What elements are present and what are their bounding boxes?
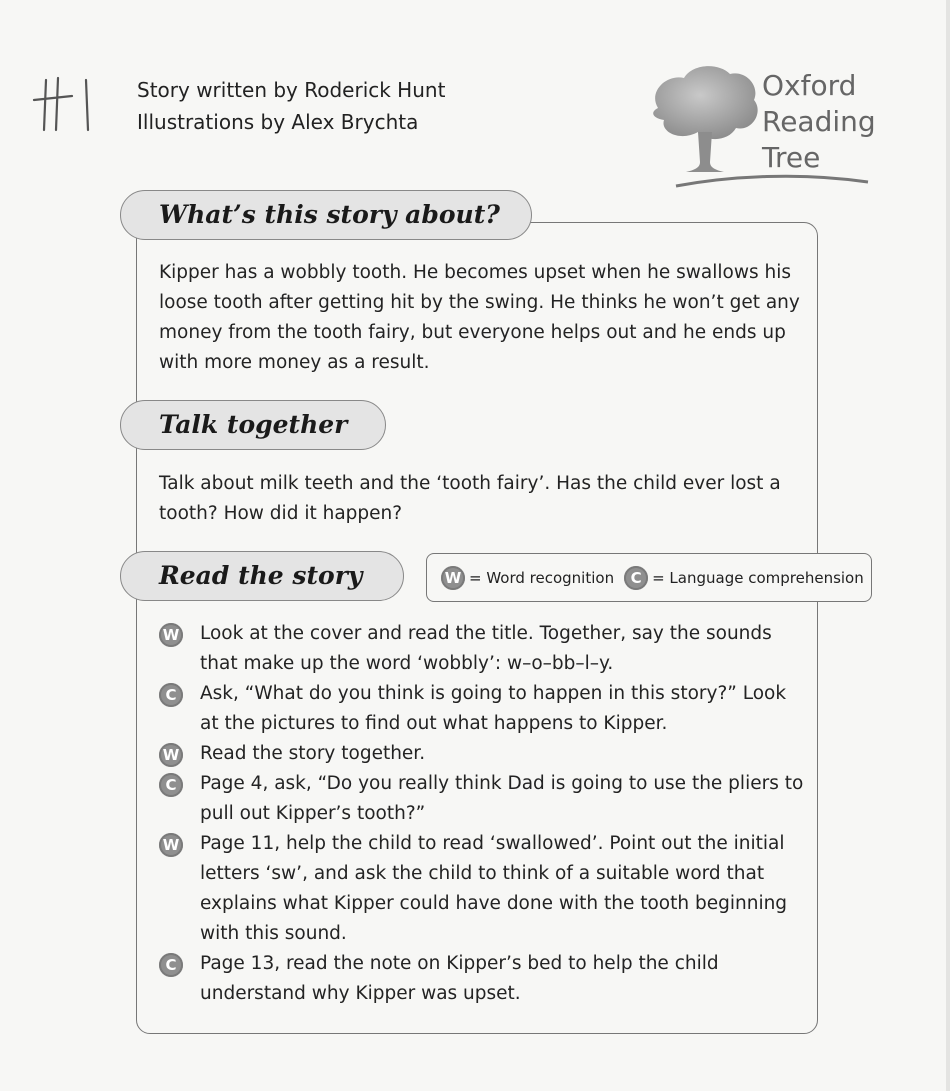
badge-icon: W [159,623,183,647]
about-text: Kipper has a wobbly tooth. He becomes upset when he swallows his loose tooth after getting hit by the swing. He thinks he won’t get any money from the tooth fairy, but everyone helps out and he ends up with more money as a result. [159,262,800,373]
section-title-about: What’s this story about? [120,190,532,240]
list-item-text: Look at the cover and read the title. Together, say the sounds that make up the word ‘wobbly’: w–o–bb–l–y. [200,623,772,674]
reading-steps-list [159,619,809,1009]
badge-icon: W [159,833,183,857]
list-item-text: Ask, “What do you think is going to happen in this story?” Look at the pictures to find out what happens to Kipper. [200,683,787,734]
word-recognition-badge-icon: W [441,566,465,590]
badge-icon: W [159,743,183,767]
word-recognition-label: = Word recognition [469,568,615,587]
list-item [159,769,809,829]
list-item-text: Page 11, help the child to read ‘swallowed’. Point out the initial letters ‘sw’, and ask the child to think of a suitable word that explains what Kipper could have done with the tooth beginning with this sound. [200,833,788,944]
page-edge [946,0,950,1091]
logo-line-tree: Tree [762,141,821,174]
section-title-read: Read the story [120,551,404,601]
list-item [159,619,809,679]
list-item [159,739,809,769]
badge-icon: C [159,953,183,977]
story-credit: Story written by Roderick Hunt [137,78,446,102]
oxford-reading-tree-logo [640,62,880,202]
handwritten-page-mark [30,74,100,136]
logo-wordmark [762,68,876,176]
badge-key [426,553,872,602]
language-comprehension-badge-icon: C [624,566,648,590]
talk-text: Talk about milk teeth and the ‘tooth fairy’. Has the child ever lost a tooth? How did it happen? [159,473,781,524]
list-item [159,949,809,1009]
badge-icon: C [159,773,183,797]
list-item-text: Page 4, ask, “Do you really think Dad is going to use the pliers to pull out Kipper’s tooth?” [200,773,804,824]
language-comprehension-label: = Language comprehension [652,568,864,587]
section-title-talk: Talk together [120,400,386,450]
badge-icon: C [159,683,183,707]
logo-line-reading: Reading [762,105,876,138]
list-item-text: Read the story together. [200,743,426,764]
list-item-text: Page 13, read the note on Kipper’s bed to help the child understand why Kipper was upset. [200,953,719,1004]
illustration-credit: Illustrations by Alex Brychta [137,110,419,134]
credits [137,74,445,138]
logo-line-oxford: Oxford [762,69,857,102]
list-item [159,679,809,739]
list-item [159,829,809,949]
